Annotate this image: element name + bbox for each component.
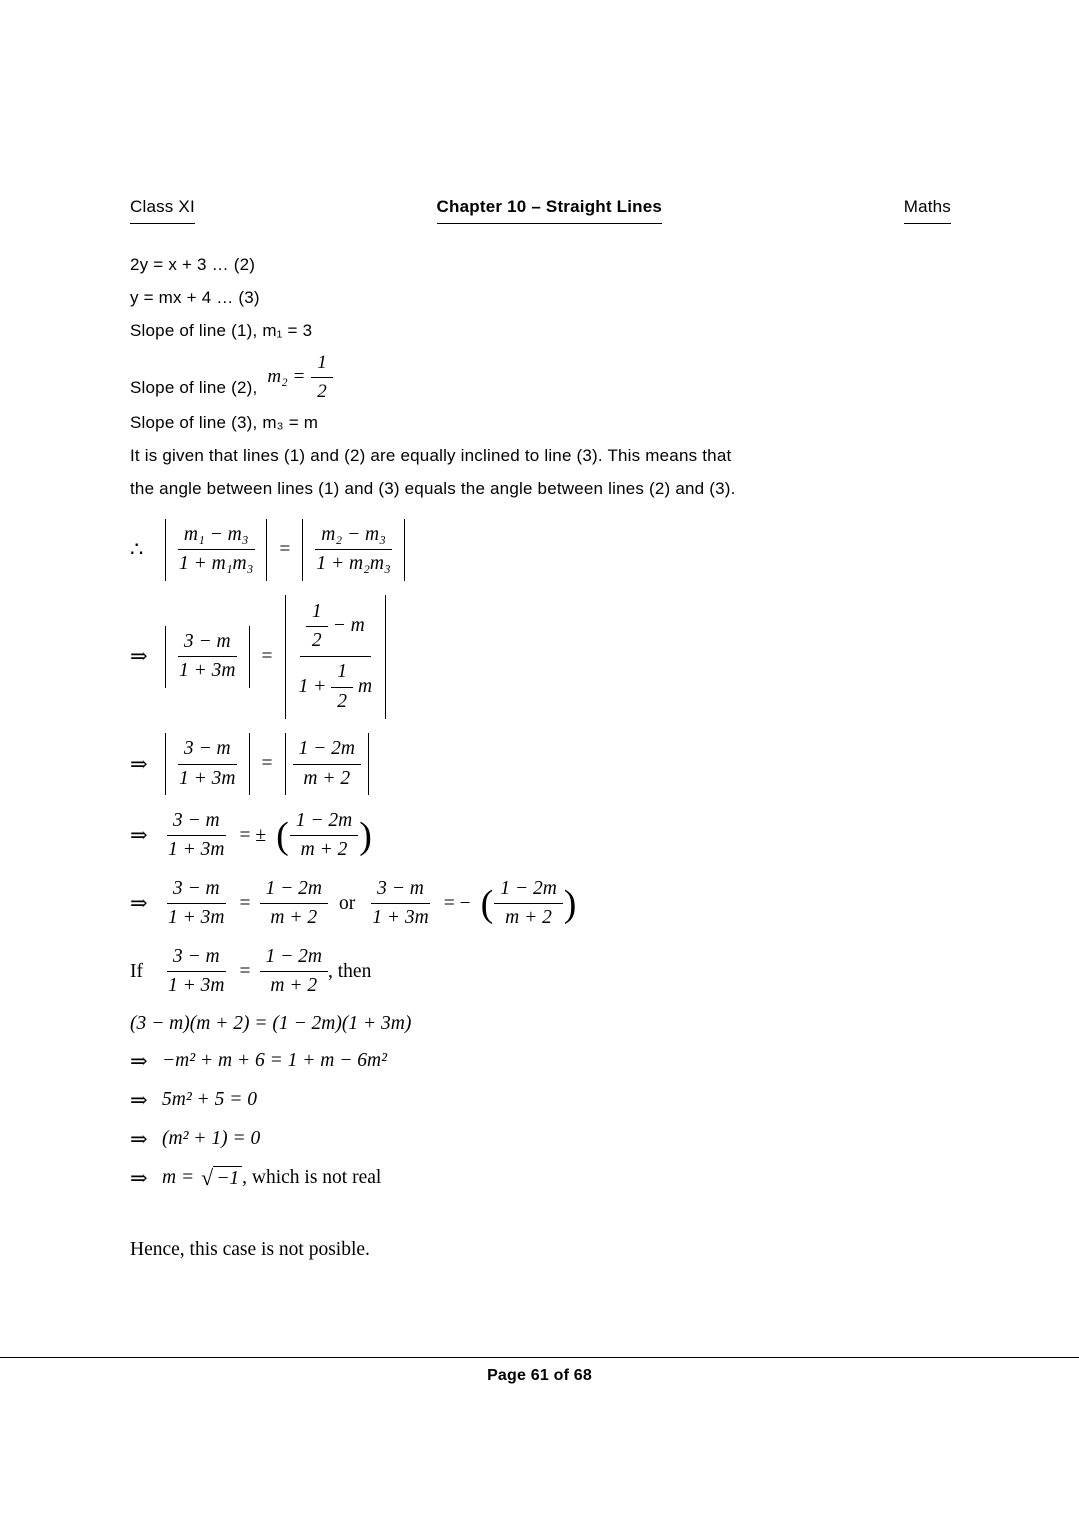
fraction-denominator: 2 (337, 690, 348, 712)
conclusion-text: Hence, this case is not posible. (130, 1238, 370, 1260)
radicand: −1 (213, 1166, 242, 1190)
equation-text: (3 − m)(m + 2) = (1 − 2m)(1 + 3m) (130, 1012, 412, 1034)
fraction-denominator: 1 + 3m (372, 907, 429, 929)
fraction-denominator: 1 + m₁m₃ (179, 553, 254, 575)
fraction-denominator: m + 2 (270, 907, 318, 929)
fraction-numerator: 3 − m (178, 630, 237, 657)
equals-plus-minus: = ± (239, 824, 267, 846)
fraction (173, 523, 259, 577)
equation-text: (m² + 1) = 0 (162, 1128, 261, 1150)
page-header (130, 197, 951, 224)
equation-implies-3 (130, 809, 949, 863)
fraction (310, 523, 396, 577)
equation-implies-7 (130, 1127, 949, 1152)
fraction-numerator: 1 (311, 351, 333, 378)
equation-if-case (130, 945, 949, 999)
equation-implies-4 (130, 877, 949, 931)
equation-implies-8 (130, 1166, 949, 1191)
slope-line-1: Slope of line (1), m₁ = 3 (130, 321, 313, 340)
slope-line-2 (130, 351, 949, 404)
fraction-numerator (300, 599, 371, 658)
fraction-numerator: 1 (306, 600, 328, 627)
right-paren: ) (563, 882, 577, 925)
fraction-numerator: 1 − 2m (290, 809, 359, 836)
fraction-numerator: 1 − 2m (494, 877, 563, 904)
fraction (173, 630, 242, 684)
abs-left (165, 733, 250, 795)
then-word: , then (328, 960, 372, 982)
implies-symbol: ⇒ (130, 823, 148, 848)
fraction-numerator: 3 − m (371, 877, 430, 904)
slope-line-2-text: Slope of line (2), (130, 377, 258, 397)
fraction-denominator: 2 (311, 629, 322, 651)
equals-sign: = (261, 645, 273, 667)
equals-sign: = (239, 960, 251, 982)
fraction (162, 877, 231, 931)
nested-fraction (331, 660, 353, 714)
fraction-denominator: m + 2 (300, 839, 348, 861)
fraction-denominator: 1 + 3m (168, 907, 225, 929)
fraction-numerator: 3 − m (167, 945, 226, 972)
equation-implies-5 (130, 1049, 949, 1074)
fraction (173, 737, 242, 791)
fraction-denominator: 2 (317, 380, 327, 402)
fraction-numerator: 1 − 2m (293, 737, 362, 764)
abs-right (285, 733, 370, 795)
paragraph-line-2: the angle between lines (1) and (3) equals the angle between lines (2) and (3). (130, 478, 736, 498)
page-content (0, 224, 1079, 1261)
implies-symbol: ⇒ (130, 1048, 148, 1073)
implies-symbol: ⇒ (130, 1165, 148, 1190)
header-subject: Maths (904, 197, 951, 224)
implies-symbol: ⇒ (130, 1087, 148, 1112)
fraction (366, 877, 435, 931)
numerator-row (306, 600, 365, 654)
fraction (162, 945, 231, 999)
equation-expanded (130, 1013, 949, 1035)
m2-equals: m₂ = (267, 366, 306, 388)
fraction-denominator: m + 2 (505, 907, 552, 929)
slope-line-2-math (267, 351, 332, 404)
fraction-denominator (293, 657, 379, 715)
equation-text: 5m² + 5 = 0 (162, 1089, 257, 1111)
equation-line-2: 2y = x + 3 … (2) (130, 255, 256, 274)
equation-implies-1 (130, 595, 949, 720)
abs-left (165, 626, 250, 688)
fraction-numerator: m₁ − m₃ (178, 523, 255, 550)
if-word: If (130, 960, 143, 982)
denominator-row (299, 660, 373, 714)
fraction-denominator: m + 2 (303, 767, 351, 789)
right-paren: ) (359, 814, 372, 857)
fraction-numerator: 1 − 2m (260, 945, 329, 972)
implies-symbol: ⇒ (130, 644, 148, 669)
square-root (201, 1166, 242, 1190)
equals-sign: = (261, 753, 273, 775)
left-paren: ( (276, 814, 289, 857)
fraction-numerator: 1 − 2m (260, 877, 329, 904)
fraction-numerator: 3 − m (167, 877, 226, 904)
paragraph-line-1: It is given that lines (1) and (2) are equally inclined to line (3). This means that (130, 445, 732, 465)
or-word: or (339, 892, 356, 914)
abs-right (285, 595, 387, 720)
therefore-symbol: ∴ (130, 537, 144, 562)
fraction-numerator: 3 − m (167, 809, 226, 836)
numerator-rest: − m (332, 615, 365, 637)
implies-symbol: ⇒ (130, 1126, 148, 1151)
fraction-denominator: 1 + 3m (168, 975, 225, 997)
abs-left (165, 519, 267, 581)
header-class: Class XI (130, 197, 195, 224)
denominator-pre: 1 + (298, 676, 327, 698)
fraction-denominator: 1 + 3m (179, 767, 236, 789)
nested-fraction (306, 600, 328, 654)
fraction (290, 809, 359, 863)
fraction-denominator: 1 + 3m (168, 839, 225, 861)
outer-fraction (293, 599, 379, 716)
fraction-numerator: 3 − m (178, 737, 237, 764)
fraction (293, 737, 362, 791)
left-paren: ( (480, 882, 494, 925)
slope-line-3: Slope of line (3), m₃ = m (130, 412, 319, 432)
equation-text: m = (162, 1167, 195, 1189)
fraction-numerator: m₂ − m₃ (315, 523, 392, 550)
equals-sign: = (279, 538, 291, 560)
equation-implies-2 (130, 733, 949, 795)
fraction (260, 945, 329, 999)
denominator-post: m (358, 676, 373, 698)
equals-minus: = − (443, 892, 471, 914)
page-footer (0, 1357, 1079, 1531)
abs-right (302, 519, 404, 581)
header-chapter-title: Chapter 10 – Straight Lines (437, 197, 663, 224)
fraction-one-half (311, 351, 333, 404)
implies-symbol: ⇒ (130, 891, 148, 916)
fraction (494, 877, 563, 931)
page-number: Page 61 of 68 (487, 1367, 592, 1384)
fraction-numerator: 1 (331, 660, 353, 687)
fraction (260, 877, 329, 931)
not-real-text: , which is not real (242, 1167, 382, 1189)
fraction (162, 809, 231, 863)
fraction-denominator: 1 + m₂m₃ (316, 553, 391, 575)
equation-line-3: y = mx + 4 … (3) (130, 288, 260, 307)
implies-symbol: ⇒ (130, 751, 148, 776)
equation-therefore (130, 519, 949, 581)
equals-sign: = (239, 892, 251, 914)
radical-sign: √ (201, 1165, 214, 1191)
fraction-denominator: m + 2 (270, 975, 318, 997)
fraction-denominator: 1 + 3m (179, 660, 236, 682)
equation-implies-6 (130, 1088, 949, 1113)
equation-text: −m² + m + 6 = 1 + m − 6m² (162, 1050, 387, 1072)
equation-block (130, 519, 949, 1191)
